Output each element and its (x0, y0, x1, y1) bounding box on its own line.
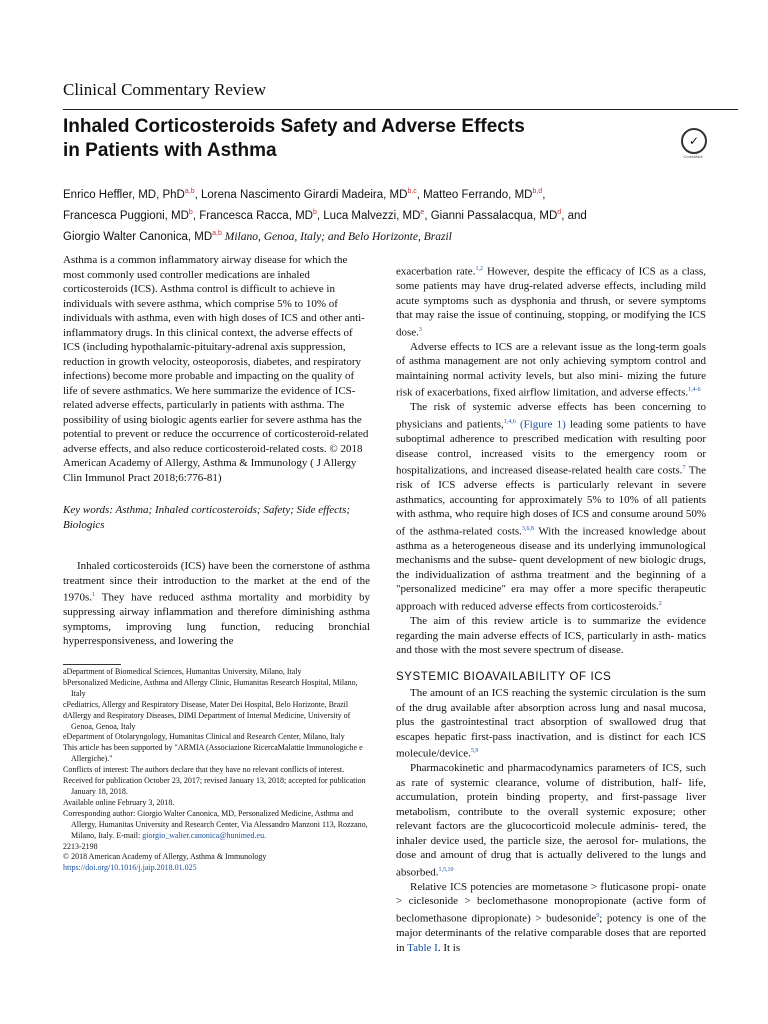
footnote: cPediatrics, Allergy and Respiratory Disease, Mater Dei Hospital, Belo Horizonte, Brazil (63, 699, 349, 709)
paragraph: The aim of this review article is to summarize the evidence regarding the main adverse effects of ICS, particularly in asth- matics and those with the most severe spectrum of disease. (396, 615, 706, 657)
footnote: bPersonalized Medicine, Asthma and Allergy Clinic, Humanitas Research Hospital, Milano, Italy (63, 677, 358, 698)
paragraph: Adverse effects to ICS are a relevant issue as the long-term goals of asthma management are not only achieving symptom control and maintaining normal activity levels, but also mini- mizing the future risk of exacerbations, fixed airflow limitation, and adverse effects.$^{1,4-6}$ (396, 340, 706, 399)
doi-link[interactable]: https://doi.org/10.1016/j.jaip.2018.01.025 (63, 863, 197, 873)
journal-section-kicker: Clinical Commentary Review (63, 80, 267, 99)
footnote: This article has been supported by "ARMIA (Associazione RicercaMalattie Immunologiche e Allergiche)." (63, 743, 363, 764)
right-column (396, 262, 706, 955)
footnote: Available online February 3, 2018. (63, 797, 175, 807)
footnote: Conflicts of interest: The authors declare that they have no relevant conflicts of interest. (63, 765, 345, 775)
crossmark-icon[interactable]: ✓ (681, 128, 707, 154)
paragraph: The amount of an ICS reaching the systemic circulation is the sum of the drug available after absorption across lung and nasal mucosa, plus the gastrointestinal tract absorption of swallowed drug that escapes hepatic first-pass inactivation, and is distinct for each ICS molecule/device.$^{5,9}$ (396, 687, 706, 760)
table-link[interactable]: Table I (407, 941, 438, 954)
ref-link[interactable]: 1,4-6 (688, 387, 701, 394)
ref-link[interactable]: 1 (92, 592, 96, 598)
email-link[interactable]: giorgio_walter.canonica@hunimed.eu. (142, 830, 267, 840)
ref-link[interactable]: 2 (658, 600, 662, 607)
footnote: Received for publication October 23, 2017; revised January 13, 2018; accepted for publication January 18, 2018. (63, 776, 366, 796)
copyright: © 2018 American Academy of Allergy, Asthma & Immunology (63, 852, 267, 862)
footnote: dAllergy and Respiratory Diseases, DIMI Department of Internal Medicine, University of Genoa, Genoa, Italy (63, 710, 351, 731)
intro-paragraph: Inhaled corticosteroids (ICS) have been the cornerstone of asthma treatment since their introduction to the market at the end of the 1970s.$^1$ They have reduced asthma mortality and morbidity by suppressing airway inflammation and therefore diminishing asthma symptoms, improving lung function, reducing bronchial hyperresponsiveness, and lowering the (63, 560, 370, 648)
author-list (63, 183, 683, 245)
author-line-1: Enrico Heffler, MD, PhD$^{a,b}$, Lorena Nascimento Girardi Madeira, MD$^{b,c}$, Matteo Ferrando, MD$^{b,d}$, (63, 188, 546, 201)
article-title (63, 115, 663, 163)
author-line-3: Giorgio Walter Canonica, MD$^{a,b}$ Milano, Genoa, Italy; and Belo Horizonte, Brazil (63, 229, 452, 243)
ref-link[interactable]: 1,5,10 (438, 866, 454, 873)
figure-link[interactable]: (Figure 1) (519, 418, 566, 431)
ref-link[interactable]: 3 (418, 326, 422, 333)
abstract: Asthma is a common inflammatory airway disease for which the most commonly used controller medications are inhaled corticosteroids (ICS). Asthma control is difficult to achieve in individuals with severe asthma, which comprise 5% to 10% of individuals with asthma, even with high doses of ICS and other anti-inflammatory drugs. In this clinical context, the adverse effects of ICS (including hypothalamic-pituitary-adrenal axis suppression, reduction in growth velocity, osteoporosis, diabetes, and respiratory infections) become more probable and impacting on the quality of life of severe asthmatics. We here summarize the evidence of ICS-related adverse effects, particularly in patients with asthma. The possibility of using biologic agents earlier for severe asthma has the potential to prevent or reduce the occurrence of corticosteroid-related adverse effects, and also reduce corticosteroid-related costs. © 2018 American Academy of Allergy, Asthma & Immunology ( J Allergy Clin Immunol Pract 2018;6:776-81) (63, 254, 369, 484)
header-rule (63, 109, 738, 110)
title-line-1: Inhaled Corticosteroids Safety and Adverse Effects (63, 116, 525, 137)
issn: 2213-2198 (63, 841, 98, 851)
footnote: aDepartment of Biomedical Sciences, Humanitas University, Milano, Italy (63, 667, 302, 676)
footnote-rule (63, 664, 121, 665)
footnote: eDepartment of Otolaryngology, Humanitas Clinical and Research Center, Milano, Italy (63, 732, 345, 742)
ref-link[interactable]: 9 (596, 912, 600, 919)
title-line-2: in Patients with Asthma (63, 140, 277, 161)
paragraph: Relative ICS potencies are mometasone > fluticasone propi- onate > ciclesonide > beclomethasone monopropionate (active form of beclomethasone dipropionate) > budesonide$^9$; potency is one of the major determinants of the relative comparable doses that are reported in Table I. It is (396, 880, 706, 954)
keywords: Key words: Asthma; Inhaled corticosteroids; Safety; Side effects; Biologics (63, 504, 351, 531)
footnotes (63, 667, 370, 874)
crossmark-label: CrossMark (683, 154, 703, 159)
ref-link[interactable]: 1,2 (475, 266, 483, 272)
ref-link[interactable]: 5,9 (470, 748, 479, 755)
ref-link[interactable]: 3,6,8 (521, 525, 534, 532)
ref-link[interactable]: 1,4,6 (503, 418, 516, 425)
section-heading: SYSTEMIC BIOAVAILABILITY OF ICS (396, 670, 612, 683)
author-line-2: Francesca Puggioni, $MD^b$, Francesca Racca, $MD^b$, Luca Malvezzi, MDe, Gianni Passalacqua, $MD^d$, and (63, 208, 587, 222)
paragraph: Pharmacokinetic and pharmacodynamics parameters of ICS, such as rate of systemic clearance, volume of distribution, half- life, accumulation, protein binding property, and first-passage liver metabolism, contribute to the overall systemic exposure; other relevant factors are the glucocorticoid molecule adminis- tered, the inhaler device used, the particle size, the aerosol for- mulations, the dose and amount of drug that is actually delivered to the lungs and absorbed.$^{1,5,10}$ (396, 762, 706, 879)
ref-link[interactable]: 7 (682, 465, 686, 472)
footnote: Corresponding author: Giorgio Walter Canonica, MD, Personalized Medicine, Asthma and Allergy, Humanitas University and Research Center, Via Alessandro Manzoni 113, Rozzano, Milano, Italy. E-mail: giorgio_walter.canonica@hunimed.eu. (63, 808, 368, 840)
paragraph: exacerbation rate.$^{1,2}$ However, despite the efficacy of ICS as a class, some patients may have drug-related adverse effects, including mild acute symptoms such as dysphonia and thrush, or severe symptoms that may raise the issue of continuing, stopping, or modifying the ICS dose.$^3$ (396, 265, 707, 339)
author-location: Milano, Genoa, Italy; and Belo Horizonte, Brazil (221, 230, 452, 243)
paragraph: The risk of systemic adverse effects has been concerning to physicians and patients,$^{1,4,6}$ (Figure 1) leading some patients to have suboptimal adherence to prescribed medication with resulting poor disease control, increased visits to the emergency room or hospitalizations, and increased disease-related health care costs.$^7$ The risk of ICS adverse effects is particularly relevant in severe asthmatics, accounting for approximately 5% to 10% of all patients with asthma, who require high doses of ICS and consume around 50% of the asthma-related costs.$^{3,6,8}$ With the increased knowledge about asthma as a heterogeneous disease and its underlying immunological mechanisms and the subse- quent development of new biologic drugs, the individualization of asthma treatment and the beginning of a "personalized medicine" era may offer a more specific therapeutic approach with reduced adverse effects from corticosteroids.$^2$ (396, 401, 707, 613)
